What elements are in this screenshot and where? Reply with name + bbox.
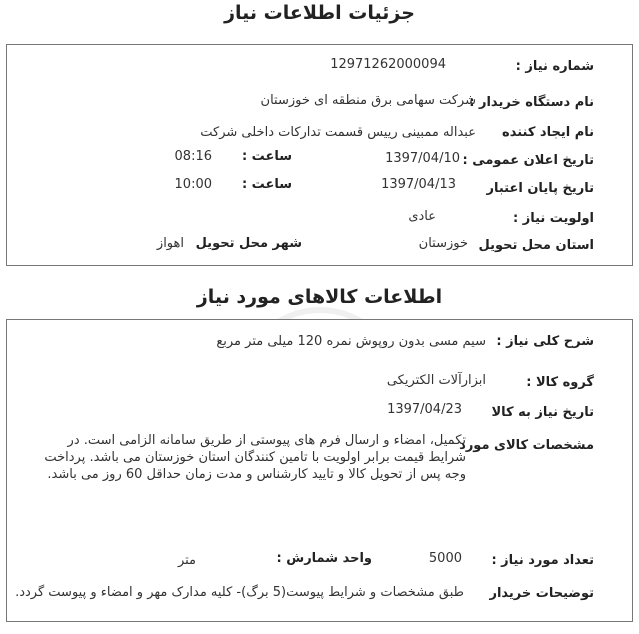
need-date-label: تاریخ نیاز به کالا [491, 405, 594, 420]
need-details-box [6, 44, 633, 266]
specs-label: مشخصات کالای مورد [459, 438, 594, 453]
page-title: جزئیات اطلاعات نیاز [224, 2, 415, 24]
city-label: شهر محل تحویل [195, 236, 302, 251]
goods-group-value: ابزارآلات الکتریکی [386, 373, 486, 388]
unit-value: متر [177, 553, 196, 568]
need-date-value: 1397/04/23 [387, 402, 462, 417]
creator-label: نام ایجاد کننده [502, 125, 594, 140]
buyer-notes-label: توضیحات خریدار [489, 586, 594, 601]
buyer-org-label: نام دستگاه خریدار : [469, 95, 594, 110]
expiry-time-value: 10:00 [174, 177, 212, 192]
creator-value: عبداله ممبینی رییس قسمت تدارکات داخلی شرکت [200, 125, 476, 140]
goods-desc-value: سیم مسی بدون روپوش نمره 120 میلی متر مربع [216, 334, 486, 349]
need-number-value: 12971262000094 [330, 57, 446, 72]
expiry-date-label: تاریخ پایان اعتبار [486, 181, 594, 196]
expiry-time-label: ساعت : [241, 177, 292, 192]
buyer-org-value: شرکت سهامی برق منطقه ای خوزستان [260, 93, 476, 108]
province-label: استان محل تحویل [478, 238, 594, 253]
goods-group-label: گروه کالا : [526, 375, 594, 390]
province-value: خوزستان [418, 236, 468, 251]
announce-time-value: 08:16 [174, 149, 212, 164]
specs-value: تکمیل، امضاء و ارسال فرم های پیوستی از طریق سامانه الزامی است. در شرایط قیمت برابر اولویت با تامین کنندگان استان خوزستان می باشد. پرداخت وجه پس از تحویل کالا و تایید کارشناس و مدت زمان حداقل 60 روز می باشد. [44, 433, 466, 482]
quantity-label: تعداد مورد نیاز : [491, 553, 594, 568]
unit-label: واحد شمارش : [276, 551, 372, 566]
city-value: اهواز [156, 236, 184, 251]
priority-value: عادی [408, 209, 436, 224]
announce-time-label: ساعت : [241, 149, 292, 164]
goods-desc-label: شرح کلی نیاز : [496, 334, 594, 349]
need-number-label: شماره نیاز : [515, 59, 594, 74]
announce-date-value: 1397/04/10 [385, 151, 460, 166]
goods-details-box [6, 319, 633, 622]
expiry-date-value: 1397/04/13 [381, 177, 456, 192]
announce-date-label: تاریخ اعلان عمومی : [462, 153, 594, 168]
goods-section-title: اطلاعات کالاهای مورد نیاز [196, 286, 443, 308]
priority-label: اولویت نیاز : [512, 211, 594, 226]
quantity-value: 5000 [428, 551, 462, 566]
buyer-notes-value: طبق مشخصات و شرایط پیوست(5 برگ)- کلیه مدارک مهر و امضاء و پیوست گردد. [15, 585, 464, 600]
